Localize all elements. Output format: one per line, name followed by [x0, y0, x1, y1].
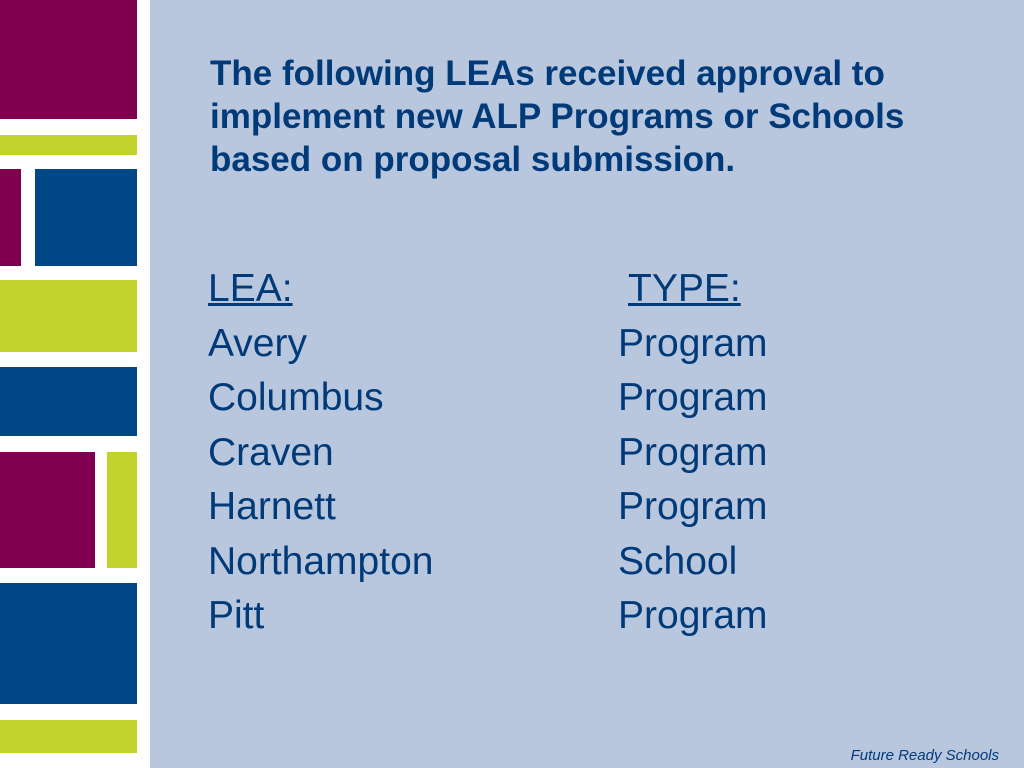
table-row — [208, 589, 858, 644]
lea-name: Pitt — [208, 594, 265, 637]
navy-block-middle — [0, 367, 137, 436]
lea-column-header: LEA: — [208, 267, 293, 310]
maroon-block-small — [0, 169, 21, 266]
lea-name: Avery — [208, 321, 307, 365]
lea-name: Craven — [208, 430, 334, 474]
type-column-header: TYPE: — [628, 267, 741, 310]
navy-block-upper — [35, 169, 137, 266]
approval-type: Program — [618, 594, 768, 637]
decorative-sidebar — [0, 0, 150, 768]
approval-type: Program — [618, 321, 768, 365]
table-row — [208, 317, 858, 372]
lime-strip-lower — [107, 452, 137, 568]
lea-approval-table — [208, 262, 858, 644]
maroon-block-lower — [0, 452, 95, 568]
lea-name: Northampton — [208, 539, 434, 583]
approval-type: Program — [618, 430, 768, 474]
table-row — [208, 371, 858, 426]
lea-name: Harnett — [208, 485, 336, 528]
table-row — [208, 480, 858, 535]
lime-block-middle — [0, 280, 137, 352]
slide-title: The following LEAs received approval to implement new ALP Programs or Schools based on proposal submission. — [210, 54, 905, 179]
navy-block-bottom — [0, 583, 137, 704]
approval-type: School — [618, 539, 738, 583]
approval-type: Program — [618, 485, 768, 528]
lime-bar-bottom — [0, 720, 137, 753]
lea-name: Columbus — [208, 376, 384, 419]
table-row — [208, 535, 858, 590]
table-header — [208, 262, 858, 317]
approval-type: Program — [618, 376, 768, 419]
maroon-block-top — [0, 0, 137, 119]
table-row — [208, 426, 858, 481]
lime-bar-top — [0, 135, 137, 155]
footer-label: Future Ready Schools — [850, 747, 999, 764]
